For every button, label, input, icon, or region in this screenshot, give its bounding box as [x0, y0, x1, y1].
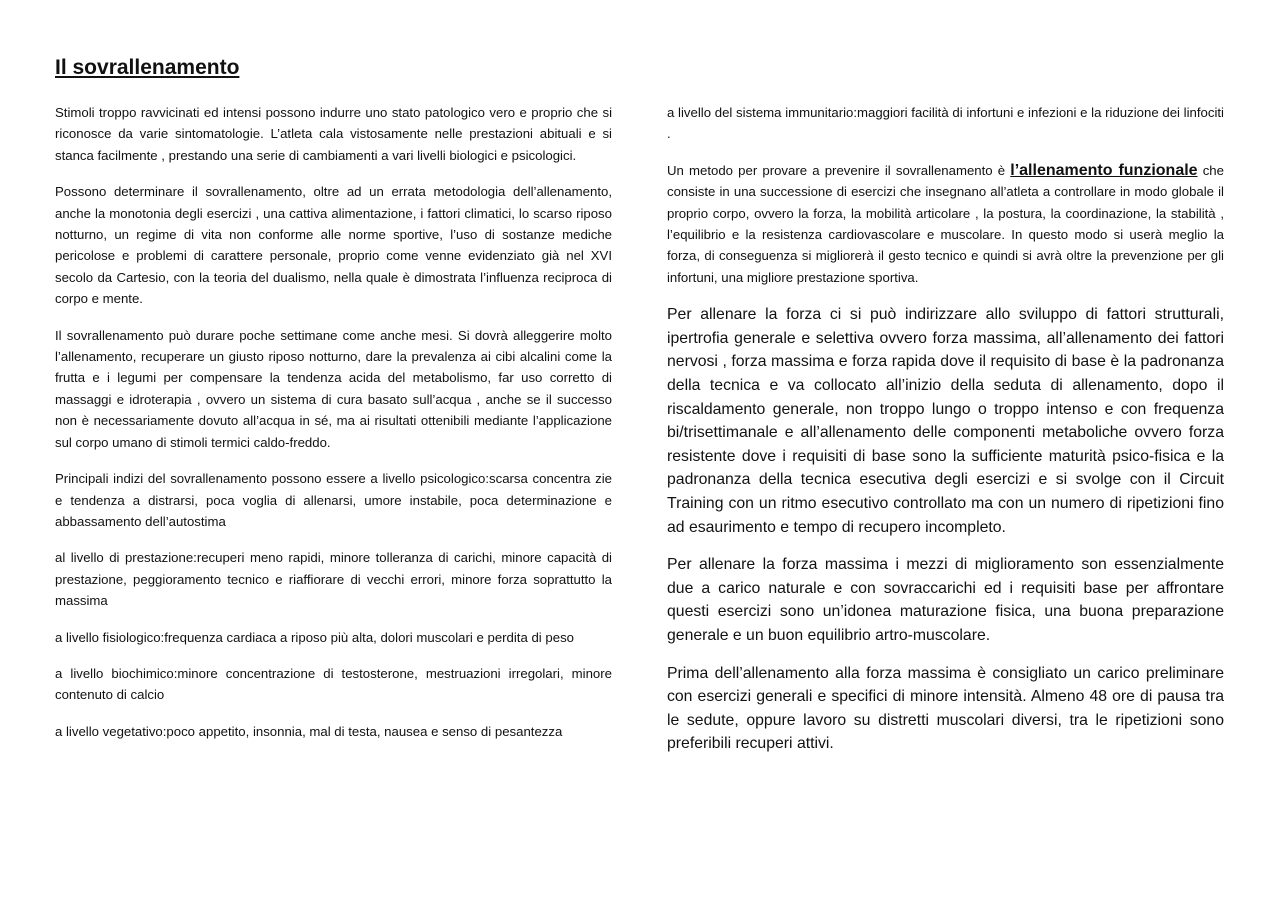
functional-training-intro: Un metodo per provare a prevenire il sovrallenamento è [667, 162, 1011, 178]
paragraph-overtraining-definition: Stimoli troppo ravvicinati ed intensi possono indurre uno stato patologico vero e proprio che si riconosce da varie sintomatologie. L’atleta cala vistosamente nelle prestazioni abituali e si stanca facilmente , prestando una serie di cambiamenti a vari livelli biologici e psicologici. [55, 105, 612, 163]
paragraph-biochemical-signs: a livello biochimico:minore concentrazione di testosterone, mestruazioni irregolari, minore contenuto di calcio [55, 665, 612, 703]
paragraph-performance-signs: al livello di prestazione:recuperi meno rapidi, minore tolleranza di carichi, minore capacità di prestazione, peggioramento tecnico e riaffiorare di vecchi errori, minore forza soprattutto la massima [55, 550, 612, 609]
paragraph-duration-remedies: Il sovrallenamento può durare poche settimane come anche mesi. Si dovrà alleggerire molto l’allenamento, recuperare un giusto riposo notturno, dare la prevalenza ai cibi alcalini come la frutta e i legumi per compensare la tendenza acida del metabolismo, far uso corretto di massaggi e idroterapia , ovvero un sistema di cura basato sull’acqua , anche se il successo non è necessariamente dovuto all’acqua in sé, ma ai risultati ottenibili mediante l’applicazione sul corpo umano di stimoli termici caldo-freddo. [55, 327, 612, 450]
paragraph-strength-training: Per allenare la forza ci si può indirizzare allo sviluppo di fattori strutturali, ipertrofia generale e selettiva ovvero forza massima, all’allenamento dei fattori nervosi , forza massima e forza rapida dove il requisito di base è la padronanza della tecnica e va collocato all’inizio della seduta di allenamento, dopo il riscaldamento generale, non troppo lungo o troppo intenso e con frequenza bi/trisettimanale e all’allenamento delle componenti metaboliche ovvero forza resistente dove i requisiti di base sono la sufficiente maturità psico-fisica e la padronanza della tecnica esecutiva degli esercizi e si svolge con il Circuit Training con un ritmo esecutivo controllato ma con un numero di ripetizioni fino ad esaurimento e tempo di recupero incompleto. [667, 306, 1224, 536]
paragraph-psychological-signs: Principali indizi del sovrallenamento possono essere a livello psicologico:scarsa concentra zie e tendenza a distrarsi, poca voglia di allenarsi, umore instabile, poca determinazione e abbassamento dell’autostima [55, 471, 612, 529]
paragraph-functional-training [667, 160, 1224, 288]
paragraph-vegetative-signs: a livello vegetativo:poco appetito, insonnia, mal di testa, nausea e senso di pesantezza [55, 723, 563, 739]
left-column [55, 102, 612, 757]
page-title: Il sovrallenamento [55, 56, 240, 79]
functional-training-body: che consiste in una successione di esercizi che insegnano all’atleta a controllare in modo globale il proprio corpo, ovvero la forza, la mobilità articolare , la postura, la coordinazione, la stabilità , l’equilibrio e la resistenza cardiovascolare e muscolare. In questo modo si userà meglio la forza, di conseguenza si migliorerà il gesto tecnico e quindi si avrà oltre la prevenzione per gli infortuni, una migliore prestazione sportiva. [667, 162, 1224, 285]
paragraph-max-strength-preliminary: Prima dell’allenamento alla forza massima è consigliato un carico preliminare con esercizi generali e specifici di minore intensità. Almeno 48 ore di pausa tra le sedute, oppure lavoro su distretti muscolari diversi, tra le ripetizioni sono preferibili recuperi attivi. [667, 664, 1224, 753]
paragraph-physiological-signs: a livello fisiologico:frequenza cardiaca a riposo più alta, dolori muscolari e perdita di peso [55, 629, 574, 645]
right-column [667, 102, 1224, 770]
paragraph-immune-signs: a livello del sistema immunitario:maggiori facilità di infortuni e infezioni e la riduzione dei linfociti . [667, 105, 1224, 142]
paragraph-causes: Possono determinare il sovrallenamento, oltre ad un errata metodologia dell’allenamento, anche la monotonia degli esercizi , una cattiva alimentazione, i fattori climatici, lo scarso riposo notturno, un regime di vita non conforme alle norme sportive, l’uso di sostanze mediche pericolose e problemi di carattere personale, proprio come venne evidenziato già nel XVI secolo da Cartesio, con la teoria del dualismo, nella quale è dimostrata l’influenza reciproca di corpo e mente. [55, 184, 612, 307]
functional-training-highlight: l’allenamento funzionale [1010, 161, 1198, 179]
paragraph-max-strength-means: Per allenare la forza massima i mezzi di miglioramento son essenzialmente due a carico naturale e con sovraccarichi ed i requisiti base per affrontare questi esercizi sono un’idonea maturazione fisica, una buona preparazione generale e un buon equilibrio artro-muscolare. [667, 556, 1224, 644]
